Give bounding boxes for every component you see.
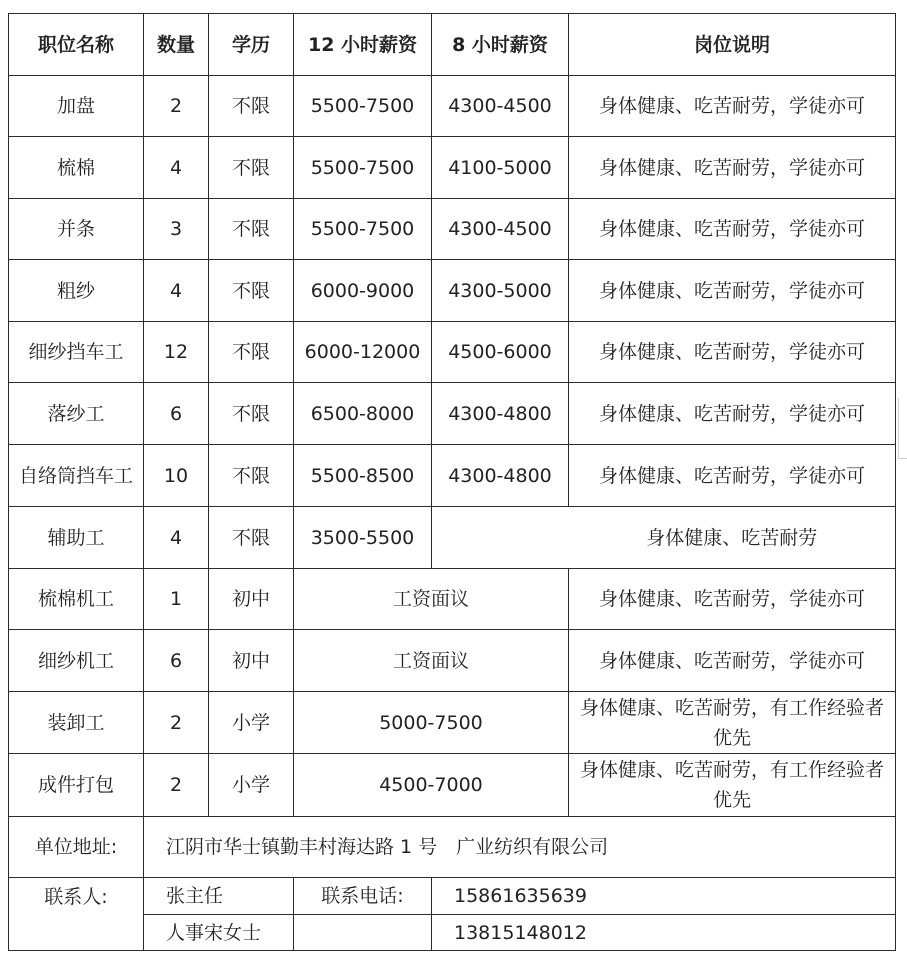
cell-count: 3 <box>144 199 209 260</box>
cell-position: 粗纱 <box>9 260 144 322</box>
table-row <box>9 569 896 630</box>
contact-label: 联系人: <box>9 878 144 951</box>
cell-education: 不限 <box>209 445 294 507</box>
edge-divider <box>898 398 907 458</box>
cell-description: 身体健康、吃苦耐劳，有工作经验者优先 <box>569 692 896 754</box>
cell-salary-12h: 3500-5500 <box>294 507 432 569</box>
table-row <box>9 630 896 692</box>
cell-count: 12 <box>144 322 209 383</box>
phone-number-1: 15861635639 <box>432 878 896 915</box>
cell-salary-8h: 4500-6000 <box>432 322 569 383</box>
table-row <box>9 137 896 199</box>
cell-education: 不限 <box>209 199 294 260</box>
edge-divider <box>898 458 907 459</box>
cell-salary: 工资面议 <box>294 569 569 630</box>
cell-count: 6 <box>144 383 209 445</box>
cell-salary: 5000-7500 <box>294 692 569 754</box>
cell-education: 不限 <box>209 322 294 383</box>
cell-salary-12h: 5500-7500 <box>294 76 432 137</box>
cell-position: 细纱挡车工 <box>9 322 144 383</box>
cell-education: 不限 <box>209 383 294 445</box>
cell-count: 10 <box>144 445 209 507</box>
header-position: 职位名称 <box>9 14 144 76</box>
cell-education: 初中 <box>209 569 294 630</box>
cell-salary-8h: 4300-5000 <box>432 260 569 322</box>
cell-salary: 4500-7000 <box>294 754 569 817</box>
cell-position: 装卸工 <box>9 692 144 754</box>
cell-salary-8h: 4100-5000 <box>432 137 569 199</box>
header-salary-12h: 12 小时薪资 <box>294 14 432 76</box>
cell-education: 小学 <box>209 754 294 817</box>
job-table <box>8 13 896 951</box>
cell-salary-12h: 5500-8500 <box>294 445 432 507</box>
cell-count: 6 <box>144 630 209 692</box>
phone-label: 联系电话: <box>294 878 432 915</box>
phone-label-empty <box>294 915 432 951</box>
cell-education: 初中 <box>209 630 294 692</box>
cell-position: 梳棉 <box>9 137 144 199</box>
cell-count: 4 <box>144 507 209 569</box>
cell-count: 4 <box>144 137 209 199</box>
cell-education: 不限 <box>209 260 294 322</box>
table-row <box>9 383 896 445</box>
cell-count: 1 <box>144 569 209 630</box>
address-label: 单位地址: <box>9 817 144 878</box>
cell-count: 4 <box>144 260 209 322</box>
cell-description: 身体健康、吃苦耐劳，学徒亦可 <box>569 322 896 383</box>
contact-row-1 <box>9 878 896 915</box>
cell-description: 身体健康、吃苦耐劳，学徒亦可 <box>569 76 896 137</box>
cell-description: 身体健康、吃苦耐劳，学徒亦可 <box>569 630 896 692</box>
table-row <box>9 199 896 260</box>
table-row <box>9 322 896 383</box>
cell-position: 自络筒挡车工 <box>9 445 144 507</box>
table-row <box>9 507 896 569</box>
cell-education: 不限 <box>209 76 294 137</box>
cell-salary-8h: 4300-4800 <box>432 383 569 445</box>
cell-position: 落纱工 <box>9 383 144 445</box>
cell-count: 2 <box>144 692 209 754</box>
cell-count: 2 <box>144 754 209 817</box>
table-row <box>9 754 896 817</box>
cell-description: 身体健康、吃苦耐劳，学徒亦可 <box>569 569 896 630</box>
table-header-row <box>9 14 896 76</box>
cell-position: 辅助工 <box>9 507 144 569</box>
phone-number-2: 13815148012 <box>432 915 896 951</box>
cell-position: 细纱机工 <box>9 630 144 692</box>
cell-description: 身体健康、吃苦耐劳，学徒亦可 <box>569 137 896 199</box>
cell-salary-8h: 4300-4500 <box>432 199 569 260</box>
cell-salary-8h: 4300-4500 <box>432 76 569 137</box>
cell-education: 不限 <box>209 137 294 199</box>
cell-description: 身体健康、吃苦耐劳 <box>569 507 896 569</box>
address-value: 江阴市华士镇勤丰村海达路 1 号 广业纺织有限公司 <box>144 817 896 878</box>
cell-salary-12h: 5500-7500 <box>294 199 432 260</box>
cell-salary-8h: 4300-4800 <box>432 445 569 507</box>
cell-count: 2 <box>144 76 209 137</box>
cell-position: 并条 <box>9 199 144 260</box>
cell-salary-12h: 6500-8000 <box>294 383 432 445</box>
cell-salary-8h <box>432 507 569 569</box>
cell-education: 小学 <box>209 692 294 754</box>
header-description: 岗位说明 <box>569 14 896 76</box>
header-education: 学历 <box>209 14 294 76</box>
cell-education: 不限 <box>209 507 294 569</box>
address-row <box>9 817 896 878</box>
cell-salary-12h: 6000-12000 <box>294 322 432 383</box>
cell-description: 身体健康、吃苦耐劳，学徒亦可 <box>569 260 896 322</box>
cell-salary: 工资面议 <box>294 630 569 692</box>
cell-salary-12h: 6000-9000 <box>294 260 432 322</box>
cell-description: 身体健康、吃苦耐劳，有工作经验者优先 <box>569 754 896 817</box>
table-row <box>9 76 896 137</box>
table-row <box>9 445 896 507</box>
cell-salary-12h: 5500-7500 <box>294 137 432 199</box>
cell-position: 加盘 <box>9 76 144 137</box>
cell-description: 身体健康、吃苦耐劳，学徒亦可 <box>569 383 896 445</box>
contact-person-2: 人事宋女士 <box>144 915 294 951</box>
table-row <box>9 260 896 322</box>
cell-position: 成件打包 <box>9 754 144 817</box>
cell-position: 梳棉机工 <box>9 569 144 630</box>
header-salary-8h: 8 小时薪资 <box>432 14 569 76</box>
cell-description: 身体健康、吃苦耐劳，学徒亦可 <box>569 199 896 260</box>
header-count: 数量 <box>144 14 209 76</box>
table-row <box>9 692 896 754</box>
cell-description: 身体健康、吃苦耐劳，学徒亦可 <box>569 445 896 507</box>
contact-person-1: 张主任 <box>144 878 294 915</box>
